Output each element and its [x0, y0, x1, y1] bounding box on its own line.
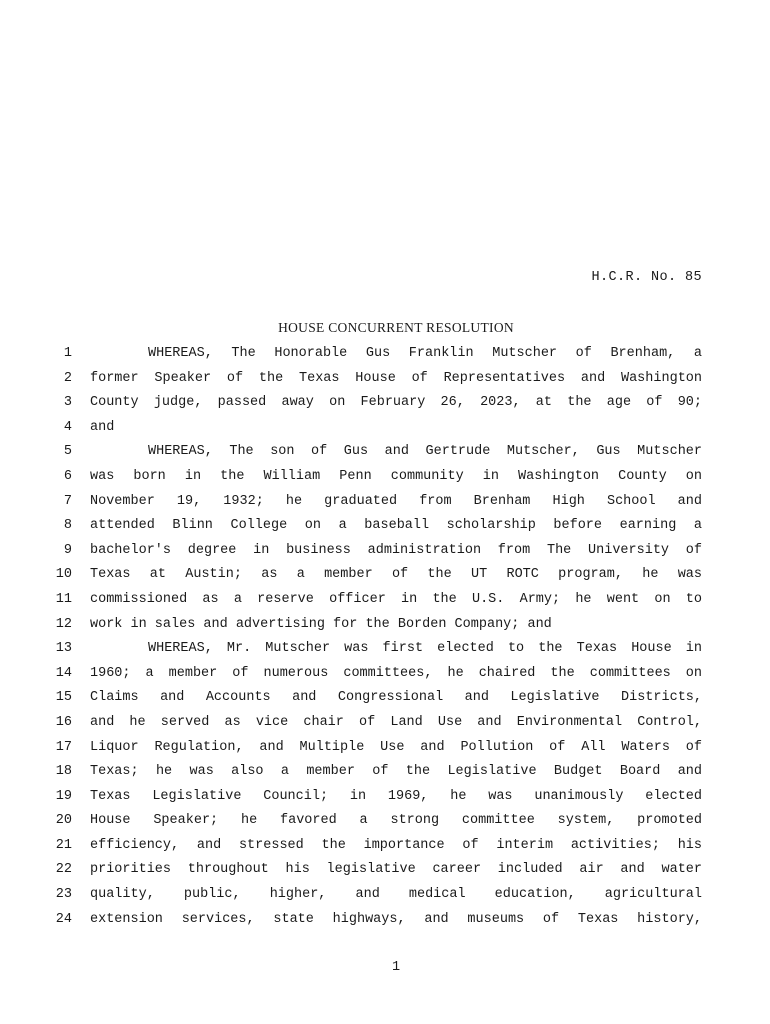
line-number: 23 — [55, 887, 72, 903]
line-number: 16 — [55, 714, 72, 730]
line-number: 8 — [63, 518, 72, 534]
numbered-line — [0, 711, 770, 736]
resolution-body — [0, 342, 770, 932]
numbered-line — [0, 440, 770, 465]
numbered-line — [0, 342, 770, 367]
line-text: was born in the William Penn community in Washington County on — [90, 468, 702, 484]
line-number: 5 — [63, 444, 72, 460]
line-text: November 19, 1932; he graduated from Brenham High School and — [90, 493, 702, 509]
line-text: Texas Legislative Council; in 1969, he was unanimously elected — [90, 788, 702, 804]
numbered-line — [0, 613, 770, 638]
document-title: HOUSE CONCURRENT RESOLUTION — [278, 320, 514, 335]
line-text: former Speaker of the Texas House of Representatives and Washington — [90, 370, 702, 386]
line-text: WHEREAS, The son of Gus and Gertrude Mutscher, Gus Mutscher — [148, 444, 702, 460]
line-text: House Speaker; he favored a strong committee system, promoted — [90, 813, 702, 829]
line-text: Texas at Austin; as a member of the UT ROTC program, he was — [90, 567, 702, 583]
line-number: 6 — [63, 468, 72, 484]
line-number: 11 — [55, 591, 72, 607]
line-text: commissioned as a reserve officer in the U.S. Army; he went on to — [90, 591, 702, 607]
line-number: 7 — [63, 493, 72, 509]
numbered-line — [0, 490, 770, 515]
line-text: Claims and Accounts and Congressional and Legislative Districts, — [90, 690, 702, 706]
numbered-line — [0, 760, 770, 785]
numbered-line — [0, 785, 770, 810]
line-number: 21 — [55, 837, 72, 853]
line-number: 1 — [63, 346, 72, 361]
line-text: Liquor Regulation, and Multiple Use and Pollution of All Waters of — [90, 739, 702, 755]
line-number: 13 — [55, 641, 72, 657]
line-number: 17 — [55, 739, 72, 755]
line-text: quality, public, higher, and medical education, agricultural — [90, 887, 702, 903]
line-text: efficiency, and stressed the importance of interim activities; his — [90, 837, 702, 853]
numbered-line — [0, 514, 770, 539]
line-text: 1960; a member of numerous committees, he chaired the committees on — [90, 665, 702, 681]
line-number: 4 — [63, 419, 72, 435]
numbered-line — [0, 416, 770, 441]
line-number: 12 — [55, 616, 72, 632]
numbered-line — [0, 465, 770, 490]
line-text: bachelor's degree in business administration from The University of — [90, 542, 702, 558]
line-text: WHEREAS, Mr. Mutscher was first elected to the Texas House in — [148, 641, 702, 657]
numbered-line — [0, 391, 770, 416]
line-number: 10 — [55, 567, 72, 583]
line-text: WHEREAS, The Honorable Gus Franklin Mutscher of Brenham, a — [148, 346, 702, 361]
line-text: attended Blinn College on a baseball scholarship before earning a — [90, 518, 702, 534]
line-text: extension services, state highways, and museums of Texas history, — [90, 911, 702, 927]
line-text: County judge, passed away on February 26, 2023, at the age of 90; — [90, 395, 702, 411]
numbered-line — [0, 834, 770, 859]
line-number: 22 — [55, 862, 72, 878]
numbered-line — [0, 736, 770, 761]
numbered-line — [0, 662, 770, 687]
line-number: 19 — [55, 788, 72, 804]
line-number: 2 — [63, 370, 72, 386]
line-number: 9 — [63, 542, 72, 558]
line-text: and — [90, 419, 115, 435]
numbered-line — [0, 367, 770, 392]
line-number: 24 — [55, 911, 72, 927]
numbered-line — [0, 809, 770, 834]
numbered-line — [0, 588, 770, 613]
line-text: Texas; he was also a member of the Legislative Budget Board and — [90, 764, 702, 780]
bill-number: H.C.R. No. 85 — [591, 270, 702, 285]
numbered-line — [0, 563, 770, 588]
line-number: 3 — [63, 395, 72, 411]
numbered-line — [0, 883, 770, 908]
line-number: 20 — [55, 813, 72, 829]
line-number: 14 — [55, 665, 72, 681]
line-text: work in sales and advertising for the Borden Company; and — [90, 616, 552, 632]
numbered-line — [0, 637, 770, 662]
numbered-line — [0, 686, 770, 711]
page-number: 1 — [391, 960, 401, 975]
numbered-line — [0, 908, 770, 933]
line-number: 15 — [55, 690, 72, 706]
numbered-line — [0, 858, 770, 883]
numbered-line — [0, 539, 770, 564]
line-number: 18 — [55, 764, 72, 780]
line-text: priorities throughout his legislative career included air and water — [90, 862, 702, 878]
line-text: and he served as vice chair of Land Use and Environmental Control, — [90, 714, 702, 730]
